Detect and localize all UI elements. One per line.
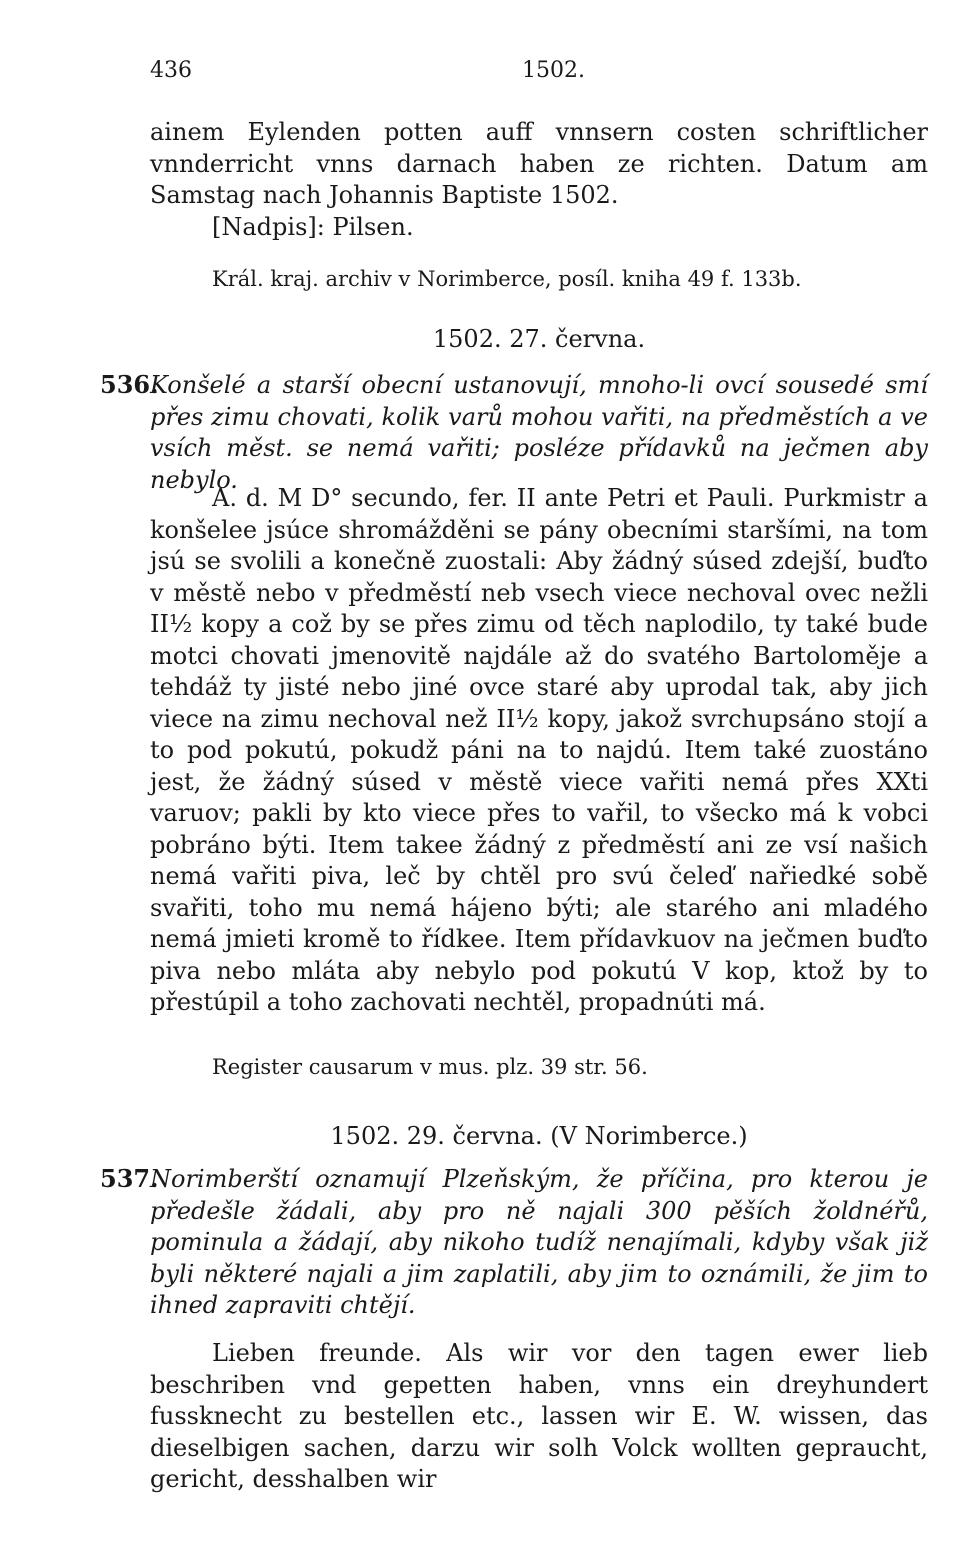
entry-536-summary: Konšelé a starší obecní ustanovují, mnoho-li ovcí sousedé smí přes zimu chovati, kolik varů mohou vařiti, na předměstích a ve vsích měst. se nemá vařiti; posléze přídavků na ječmen aby nebylo.	[150, 371, 928, 494]
intro-paragraph: ainem Eylenden potten auff vnnsern costen schriftlicher vnnderricht vnns darnach haben ze richten. Datum am Samstag nach Johannis Baptiste 1502.	[150, 118, 928, 209]
page-header	[150, 58, 928, 92]
nadpis-line: [Nadpis]: Pilsen.	[212, 213, 414, 241]
entry-537-summary: Norimberští oznamují Plzeňským, že příčina, pro kterou je předešle žádali, aby pro ně najali 300 pěších žoldnéřů, pominula a žádají, aby nikoho tudíž nenajímali, kdyby však již byli některé najali a jim zaplatili, aby jim to oznámili, že jim to ihned zapraviti chtějí.	[150, 1165, 928, 1319]
page-number: 436	[150, 58, 192, 83]
entry-537-date: 1502. 29. června. (V Norimberce.)	[330, 1122, 748, 1150]
entry-536-number: 536.	[100, 370, 159, 399]
entry-536-body: A. d. M D° secundo, fer. II ante Petri et Pauli. Purkmistr a konšelee jsúce shromážděni se pány obecními staršími, na tom jsú se svolili a konečně zuostali: Aby žádný súsed zdejší, buďto v městě nebo v předměstí neb vsech viece nechoval ovec nežli II½ kopy a což by se přes zimu od těch naplodilo, ty také bude motci chovati jmenovitě najdále až do svatého Bartoloměje a tehdáž ty jisté nebo jiné ovce staré aby uprodal tak, aby jich viece na zimu nechoval než II½ kopy, jakož svrchupsáno stojí a to pod pokutú, pokudž páni na to najdú. Item také zuostáno jest, že žádný súsed v městě viece vařiti nemá přes XXti varuov; pakli by kto viece přes to vařil, to všecko má k vobci pobráno býti. Item takee žádný z předměstí ani ze vsí našich nemá vařiti piva, leč by chtěl pro svú čeleď nařiedké sobě svařiti, toho mu nemá hájeno býti; ale starého ani mladého nemá jmieti kromě to řídkee. Item přídavkuov na ječmen buďto piva nebo mláta aby nebylo pod pokutú V kop, ktož by to přestúpil a toho zachovati nechtěl, propadnúti má.	[150, 484, 928, 1016]
entry-536-date: 1502. 27. června.	[432, 325, 646, 353]
running-title: 1502.	[522, 58, 585, 83]
entry-536-source: Register causarum v mus. plz. 39 str. 56.	[212, 1055, 648, 1079]
entry-537-body: Lieben freunde. Als wir vor den tagen ewer lieb beschriben vnd gepetten haben, vnns ein dreyhundert fussknecht zu bestellen etc., lassen wir E. W. wissen, das dieselbigen sachen, darzu wir solh Volck wollten gepraucht, gericht, desshalben wir	[150, 1339, 928, 1493]
source-note: Král. kraj. archiv v Norimberce, posíl. kniha 49 f. 133b.	[212, 267, 802, 291]
entry-537-number: 537.	[100, 1164, 159, 1193]
